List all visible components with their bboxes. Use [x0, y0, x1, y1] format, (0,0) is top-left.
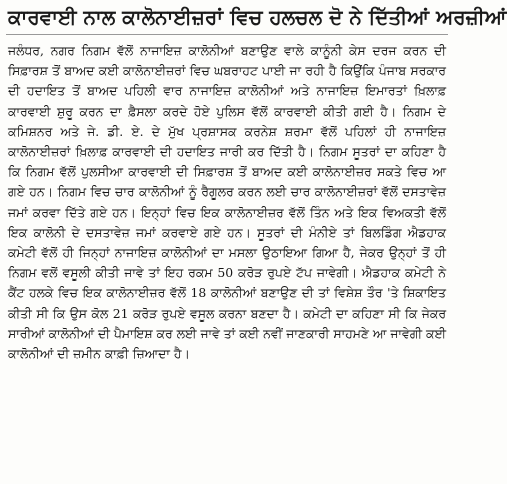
article-body: ਜਲੰਧਰ, ਨਗਰ ਨਿਗਮ ਵੱਲੋਂ ਨਾਜਾਇਜ਼ ਕਾਲੋਨੀਆਂ ਬਣਾਉਣ ਵਾਲੇ ਕਾਨੂੰਨੀ ਕੇਸ ਦਰਜ ਕਰਨ ਦੀ ਸਿਫ਼ਾਰਸ਼ ਤੋਂ ਬਾਅਦ ਕਈ ਕਾਲੋਨਾਈਜ਼ਰਾਂ ਵਿਚ ਘਬਰਾਹਟ ਪਾਈ ਜਾ ਰਹੀ ਹੈ ਕਿਉਂਕਿ ਪੰਜਾਬ ਸਰਕਾਰ ਦੀ ਹਦਾਇਤ ਤੋਂ ਬਾਅਦ ਪਹਿਲੀ ਵਾਰ ਨਾਜਾਇਜ਼ ਕਾਲੋਨੀਆਂ ਅਤੇ ਨਾਜਾਇਜ਼ ਇਮਾਰਤਾਂ ਖ਼ਿਲਾਫ਼ ਕਾਰਵਾਈ ਸ਼ੁਰੂ ਕਰਨ ਦਾ ਫ਼ੈਸਲਾ ਕਰਦੇ ਹੋਏ ਪੁਲਿਸ ਵੱਲੋਂ ਕਾਰਵਾਈ ਕੀਤੀ ਗਈ ਹੈ। ਨਿਗਮ ਦੇ ਕਮਿਸ਼ਨਰ ਅਤੇ ਜੇ. ਡੀ. ਏ. ਦੇ ਮੁੱਖ ਪ੍ਰਸ਼ਾਸਕ ਕਰਨੇਸ਼ ਸ਼ਰਮਾ ਵੱਲੋਂ ਪਹਿਲਾਂ ਹੀ ਨਾਜਾਇਜ਼ ਕਾਲੋਨਾਈਜ਼ਰਾਂ ਖ਼ਿਲਾਫ਼ ਕਾਰਵਾਈ ਦੀ ਹਦਾਇਤ ਜਾਰੀ ਕਰ ਦਿੱਤੀ ਹੈ। ਨਿਗਮ ਸੂਤਰਾਂ ਦਾ ਕਹਿਣਾ ਹੈ ਕਿ ਨਿਗਮ ਵੱਲੋਂ ਪੁਲਸੀਆ ਕਾਰਵਾਈ ਦੀ ਸਿਫ਼ਾਰਸ਼ ਤੋਂ ਬਾਅਦ ਕਈ ਕਾਲੋਨਾਈਜ਼ਰ ਸਕਤੇ ਵਿਚ ਆ ਗਏ ਹਨ। ਨਿਗਮ ਵਿਚ ਚਾਰ ਕਾਲੋਨੀਆਂ ਨੂੰ ਰੈਗੂਲਰ ਕਰਨ ਲਈ ਚਾਰ ਕਾਲੋਨਾਈਜ਼ਰਾਂ ਵੱਲੋਂ ਦਸਤਾਵੇਜ਼ ਜਮਾਂ ਕਰਵਾ ਦਿੱਤੇ ਗਏ ਹਨ। ਇਨ੍ਹਾਂ ਵਿਚ ਇਕ ਕਾਲੋਨਾਈਜ਼ਰ ਵੱਲੋਂ ਤਿੰਨ ਅਤੇ ਇਕ ਵਿਅਕਤੀ ਵੱਲੋਂ ਇਕ ਕਾਲੋਨੀ ਦੇ ਦਸਤਾਵੇਜ਼ ਜਮਾਂ ਕਰਵਾਏ ਗਏ ਹਨ। ਸੂਤਰਾਂ ਦੀ ਮੰਨੀਏ ਤਾਂ ਬਿਲਡਿੰਗ ਐਡਹਾਕ ਕਮੇਟੀ ਵੱਲੋਂ ਹੀ ਜਿਨ੍ਹਾਂ ਨਾਜਾਇਜ਼ ਕਾਲੋਨੀਆਂ ਦਾ ਮਸਲਾ ਉਠਾਇਆ ਗਿਆ ਹੈ, ਜੇਕਰ ਉਨ੍ਹਾਂ ਤੋਂ ਹੀ ਨਿਗਮ ਵਲੋਂ ਵਸੂਲੀ ਕੀਤੀ ਜਾਵੇ ਤਾਂ ਇਹ ਰਕਮ 50 ਕਰੋੜ ਰੁਪਏ ਟੱਪ ਜਾਵੇਗੀ। ਐਡਹਾਕ ਕਮੇਟੀ ਨੇ ਕੈਂਟ ਹਲਕੇ ਵਿਚ ਇਕ ਕਾਲੋਨਾਈਜ਼ਰ ਵੱਲੋਂ 18 ਕਾਲੋਨੀਆਂ ਬਣਾਉਣ ਦੀ ਤਾਂ ਵਿਸ਼ੇਸ਼ ਤੌਰ 'ਤੇ ਸ਼ਿਕਾਇਤ ਕੀਤੀ ਸੀ ਕਿ ਉਸ ਕੋਲ 21 ਕਰੋੜ ਰੁਪਏ ਵਸੂਲ ਕਰਨਾ ਬਣਦਾ ਹੈ। ਕਮੇਟੀ ਦਾ ਕਹਿਣਾ ਸੀ ਕਿ ਜੇਕਰ ਸਾਰੀਆਂ ਕਾਲੋਨੀਆਂ ਦੀ ਪੈਮਾਇਸ਼ ਕਰ ਲਈ ਜਾਵੇ ਤਾਂ ਕਈ ਨਵੀਂ ਜਾਣਕਾਰੀ ਸਾਹਮਣੇ ਆ ਜਾਵੇਗੀ ਕਈ ਕਾਲੋਨੀਆਂ ਦੀ ਜ਼ਮੀਨ ਕਾਫ਼ੀ ਜ਼ਿਆਦਾ ਹੈ।: [8, 43, 446, 362]
article-headline: ਕਾਰਵਾਈ ਨਾਲ ਕਾਲੋਨਾਈਜ਼ਰਾਂ ਵਿਚ ਹਲਚਲ ਦੋ ਨੇ ਦਿੱਤੀਆਂ ਅਰਜ਼ੀਆਂ: [6, 2, 448, 35]
